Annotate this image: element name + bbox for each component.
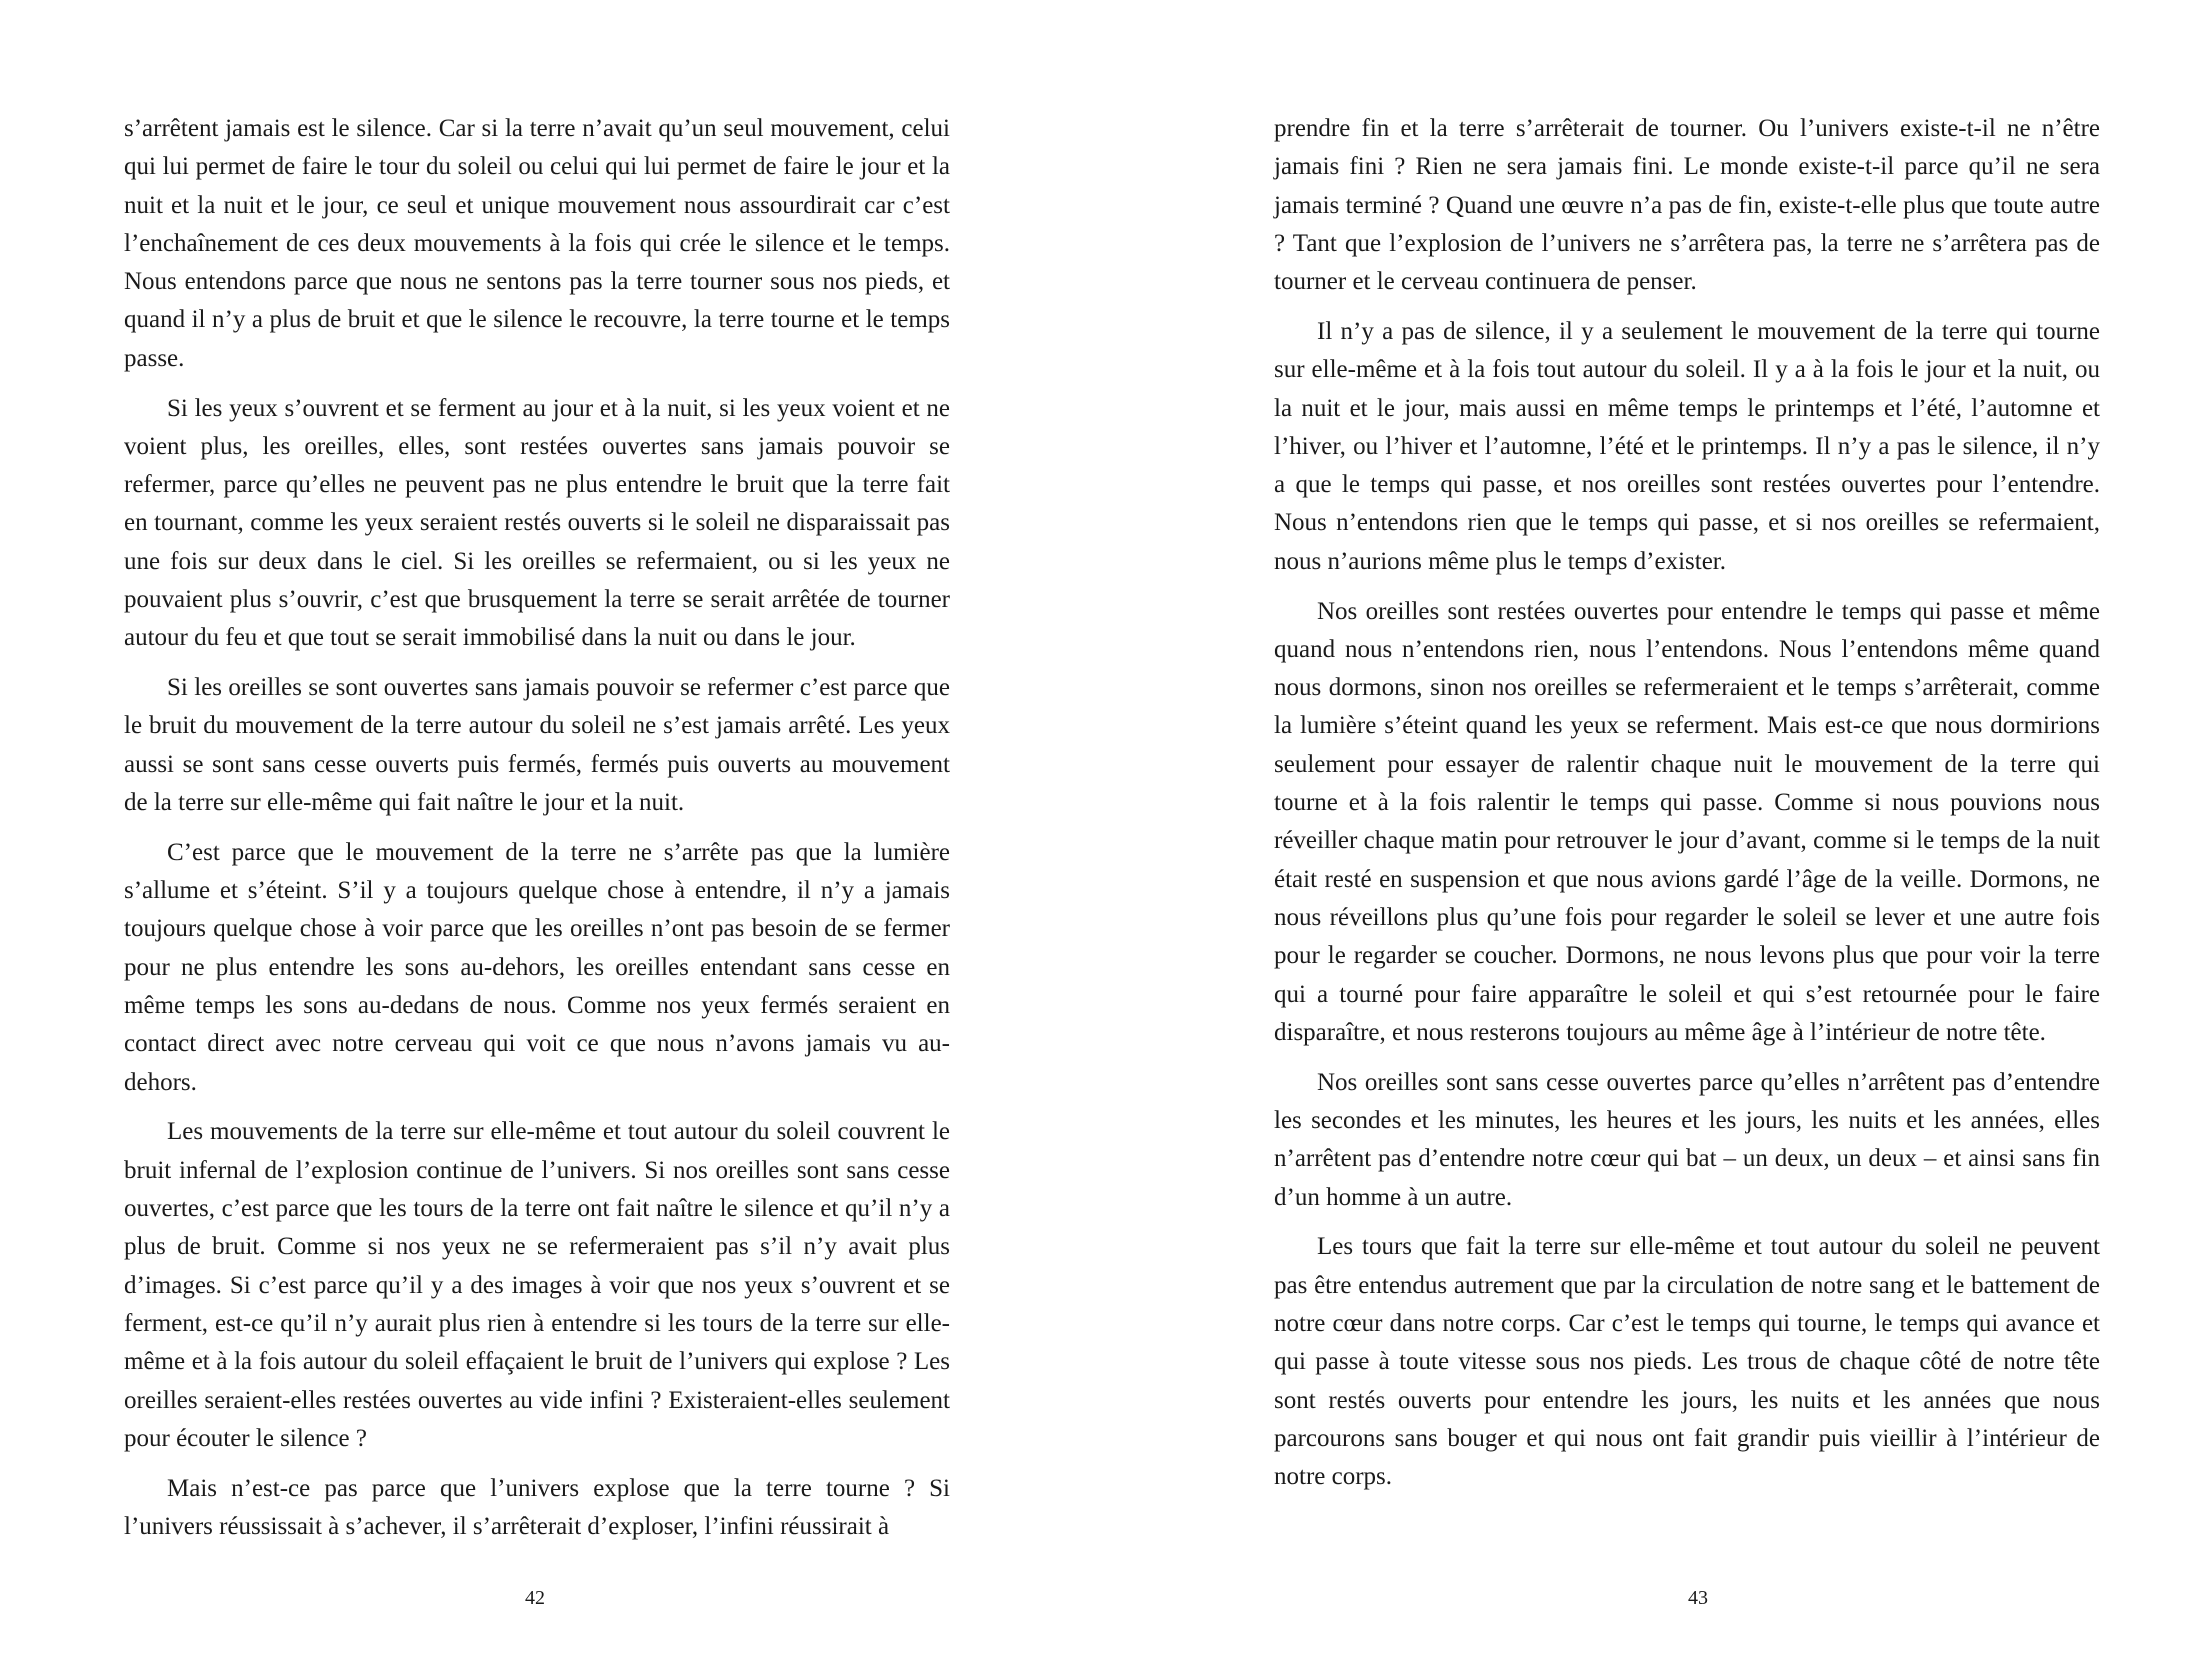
paragraph: prendre fin et la terre s’arrêterait de tourner. Ou l’univers existe-t-il ne n’être jamais fini ? Rien ne sera jamais fini. Le monde existe-t-il parce qu’il ne sera jamais terminé ? Quand une œuvre n’a pas de fin, existe-t-elle plus que toute autre ? Tant que l’explosion de l’univers ne s’arrêtera pas, la terre ne s’arrêtera pas de tourner et le cerveau continuera de penser. [1274, 115, 2100, 296]
page-number-right: 43 [1688, 1587, 1708, 1609]
paragraph: Nos oreilles sont restées ouvertes pour entendre le temps qui passe et même quand nous n’entendons rien, nous l’entendons. Nous l’entendons même quand nous dormons, sinon nos oreilles se refermeraient et le temps s’arrêterait, comme la lumière s’éteint quand les yeux se referment. Mais est-ce que nous dormirions seulement pour essayer de ralentir chaque nuit le mouvement de la terre qui tourne et à la fois ralentir le temps qui passe. Comme si nous pouvions nous réveiller chaque matin pour retrouver le jour d’avant, comme si le temps de la nuit était resté en suspension et que nous avions gardé l’âge de la veille. Dormons, ne nous réveillons plus qu’une fois pour regarder le soleil se lever et une autre fois pour le regarder se coucher. Dormons, ne nous levons plus que pour voir la terre qui a tourné pour faire apparaître le soleil et qui s’est retournée pour le faire disparaître, et nous resterons toujours au même âge à l’intérieur de notre tête. [1274, 597, 2100, 1046]
paragraph: C’est parce que le mouvement de la terre ne s’arrête pas que la lumière s’allume et s’éteint. S’il y a toujours quelque chose à entendre, il n’y a jamais toujours quelque chose à voir parce que les oreilles n’ont pas besoin de se fermer pour ne plus entendre les sons au-dehors, les oreilles entendant sans cesse en même temps les sons au-dedans de nous. Comme nos yeux fermés seraient en contact direct avec notre cerveau qui voit ce que nous n’avons jamais vu au-dehors. [124, 838, 950, 1096]
paragraph: Si les yeux s’ouvrent et se ferment au jour et à la nuit, si les yeux voient et ne voient plus, les oreilles, elles, sont restées ouvertes sans jamais pouvoir se refermer, parce qu’elles ne peuvent pas ne plus entendre le bruit que la terre fait en tournant, comme les yeux seraient restés ouverts si le soleil ne disparaissait pas une fois sur deux dans le ciel. Si les oreilles se refermaient, ou si les yeux ne pouvaient plus s’ouvrir, c’est que brusquement la terre se serait arrêtée de tourner autour du feu et que tout se serait immobilisé dans la nuit ou dans le jour. [124, 394, 950, 652]
paragraph: Si les oreilles se sont ouvertes sans jamais pouvoir se refermer c’est parce que le bruit du mouvement de la terre autour du soleil ne s’est jamais arrêté. Les yeux aussi se sont sans cesse ouverts puis fermés, fermés puis ouverts au mouvement de la terre sur elle-même qui fait naître le jour et la nuit. [124, 674, 950, 817]
page-number-left: 42 [525, 1587, 545, 1609]
right-page [1103, 0, 2205, 1654]
paragraph: Les mouvements de la terre sur elle-même et tout autour du soleil couvrent le bruit infernal de l’explosion continue de l’univers. Si nos oreilles sont sans cesse ouvertes, c’est parce que les tours de la terre ont fait naître le silence et qu’il n’y a plus de bruit. Comme si nos yeux ne se refermeraient pas s’il n’y avait plus d’images. Si c’est parce qu’il y a des images à voir que nos yeux s’ouvrent et se ferment, est-ce qu’il n’y aurait plus rien à entendre si les tours de la terre sur elle-même et à la fois autour du soleil effaçaient le bruit de l’univers qui explose ? Les oreilles seraient-elles restées ouvertes au vide infini ? Existeraient-elles seulement pour écouter le silence ? [124, 1118, 950, 1452]
paragraph: s’arrêtent jamais est le silence. Car si la terre n’avait qu’un seul mouvement, celui qui lui permet de faire le tour du soleil ou celui qui lui permet de faire le jour et la nuit et la nuit et le jour, ce seul et unique mouvement nous assourdirait car c’est l’enchaînement de ces deux mouvements à la fois qui crée le silence et le temps. Nous entendons parce que nous ne sentons pas la terre tourner sous nos pieds, et quand il n’y a plus de bruit et que le silence le recouvre, la terre tourne et le temps passe. [124, 115, 950, 372]
paragraph: Les tours que fait la terre sur elle-même et tout autour du soleil ne peuvent pas être entendus autrement que par la circulation de notre sang et le battement de notre cœur dans notre corps. Car c’est le temps qui tourne, le temps qui avance et qui passe à toute vitesse sous nos pieds. Les trous de chaque côté de notre tête sont restés ouverts pour entendre les jours, les nuits et les années que nous parcourons sans bouger et qui nous ont fait grandir puis vieillir à l’intérieur de notre corps. [1274, 1233, 2100, 1491]
paragraph: Il n’y a pas de silence, il y a seulement le mouvement de la terre qui tourne sur elle-même et à la fois tout autour du soleil. Il y a à la fois le jour et la nuit, ou la nuit et le jour, mais aussi en même temps le printemps et l’été, l’automne et l’hiver, ou l’hiver et l’automne, l’été et le printemps. Il n’y a pas le silence, il n’y a que le temps qui passe, et nos oreilles sont restées ouvertes pour l’entendre. Nous n’entendons rien que le temps qui passe, et si nos oreilles se refermaient, nous n’aurions même plus le temps d’exister. [1274, 317, 2100, 575]
paragraph: Mais n’est-ce pas parce que l’univers explose que la terre tourne ? Si l’univers réussissait à s’achever, il s’arrêterait d’exploser, l’infini réussirait à [124, 1474, 950, 1540]
right-page-text [1274, 110, 2100, 1508]
left-page [0, 0, 1102, 1654]
paragraph: Nos oreilles sont sans cesse ouvertes parce qu’elles n’arrêtent pas d’entendre les secondes et les minutes, les heures et les jours, les nuits et les années, elles n’arrêtent pas d’entendre notre cœur qui bat – un deux, un deux – et ainsi sans fin d’un homme à un autre. [1274, 1068, 2100, 1211]
left-page-text [124, 110, 950, 1558]
